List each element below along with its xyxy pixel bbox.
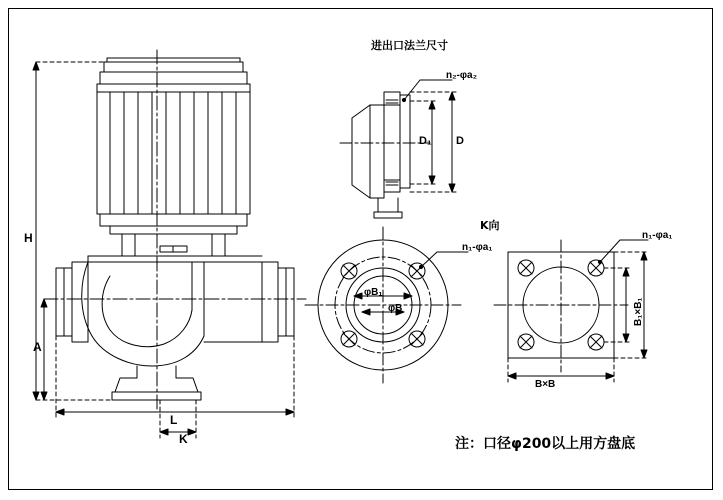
label-round-base-b1: φB₁ [364, 287, 383, 298]
label-flange-holes: n₂-φa₂ [446, 70, 478, 81]
label-square-base-holes: n₁-φa₁ [642, 230, 673, 241]
flange-section-title: 进出口法兰尺寸 [371, 39, 448, 52]
label-flange-d: D [456, 135, 464, 147]
label-square-base-b: B×B [535, 379, 556, 390]
label-k: K [179, 432, 188, 446]
pump-elevation-view [44, 50, 306, 412]
k-view-label: K向 [480, 219, 500, 232]
label-h: H [24, 231, 33, 245]
square-base-view [494, 240, 648, 382]
dimension-h [33, 62, 112, 400]
round-base-view [305, 227, 468, 383]
dimension-k [160, 400, 196, 438]
label-l: L [170, 413, 178, 427]
label-round-base-b: φB [388, 303, 403, 314]
flange-section-view [340, 92, 430, 218]
label-flange-d1: D₁ [419, 135, 432, 147]
dimension-l [56, 336, 294, 418]
drawing-note: 注：口径φ200以上用方盘底 [455, 436, 636, 452]
label-a: A [33, 340, 42, 354]
label-round-base-holes: n₁-φa₁ [462, 242, 493, 253]
label-square-base-b1: B₁×B₁ [633, 297, 644, 326]
